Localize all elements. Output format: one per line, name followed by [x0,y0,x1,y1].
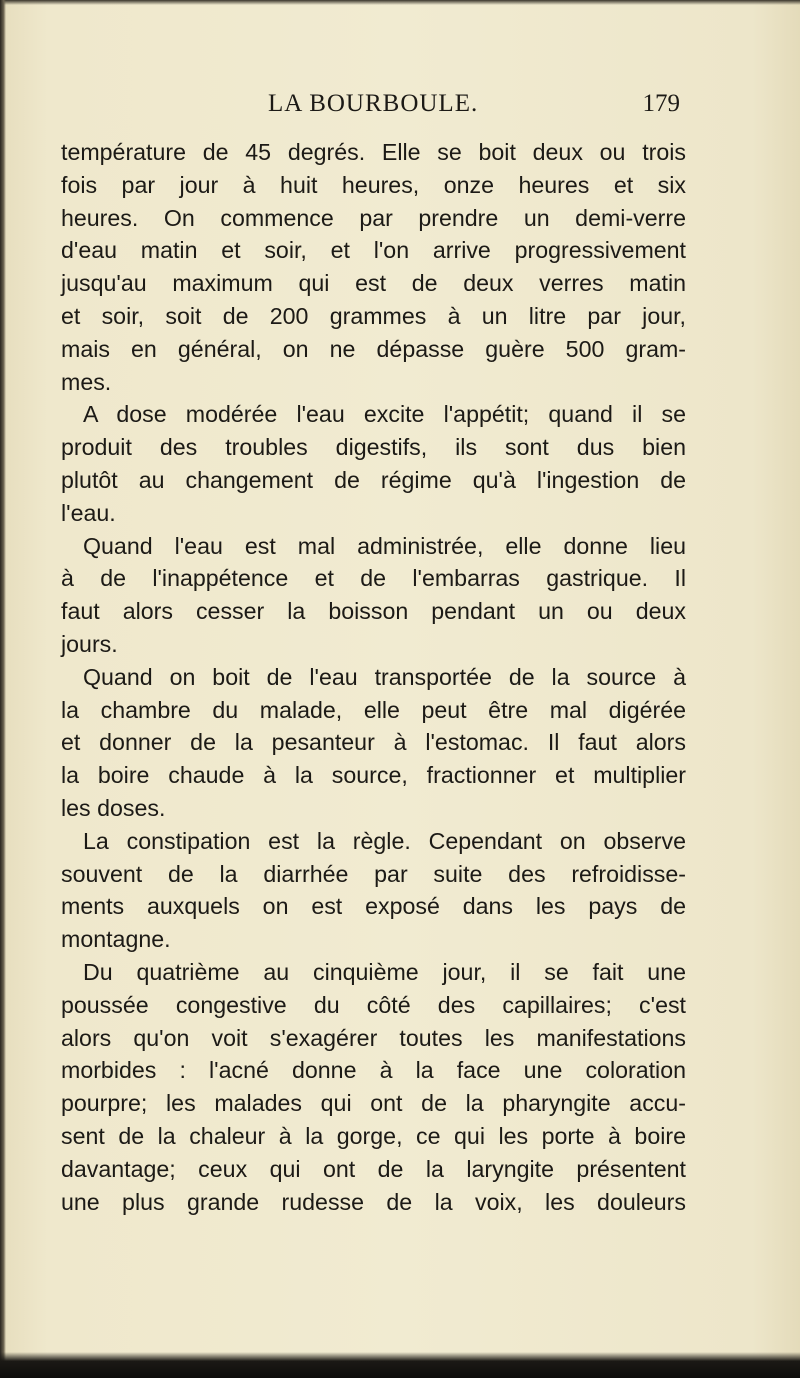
text-line: heures. On commence par prendre un demi-verre [61,204,686,231]
text-line: Quand l'eau est mal administrée, elle donne lieu [83,532,686,559]
text-line: A dose modérée l'eau excite l'appétit; quand il se [83,401,686,428]
text-line: faut alors cesser la boisson pendant un ou deux [61,598,686,625]
text-line: montagne. [61,926,171,953]
text-line: Quand on boit de l'eau transportée de la source à [83,663,686,690]
text-line: poussée congestive du côté des capillaires; c'est [61,991,686,1018]
text-line: jusqu'au maximum qui est de deux verres matin [61,270,686,297]
text-line: produit des troubles digestifs, ils sont dus bien [61,434,686,461]
text-line: davantage; ceux qui ont de la laryngite présentent [61,1155,686,1182]
page-number: 179 [642,90,680,117]
text-line: à de l'inappétence et de l'embarras gastrique. Il [61,565,686,592]
page-top-edge [0,0,800,5]
running-title: LA BOURBOULE. [268,90,479,117]
text-line: mes. [61,368,112,395]
page-left-edge [0,0,6,1378]
text-line: et soir, soit de 200 grammes à un litre par jour, [61,302,686,329]
text-line: Du quatrième au cinquième jour, il se fait une [83,958,686,985]
text-line: la boire chaude à la source, fractionner et multiplier [61,762,686,789]
text-line: sent de la chaleur à la gorge, ce qui les porte à boire [61,1122,686,1149]
text-line: la chambre du malade, elle peut être mal digérée [61,696,686,723]
text-line: température de 45 degrés. Elle se boit deux ou trois [61,139,686,165]
text-line: d'eau matin et soir, et l'on arrive progressivement [61,237,686,264]
text-line: souvent de la diarrhée par suite des refroidisse- [61,860,686,887]
text-line: morbides : l'acné donne à la face une coloration [61,1057,686,1084]
text-line: La constipation est la règle. Cependant on observe [83,827,686,854]
text-line: et donner de la pesanteur à l'estomac. Il faut alors [61,729,686,756]
body-text [61,136,686,1218]
text-line: alors qu'on voit s'exagérer toutes les manifestations [61,1024,686,1051]
text-line: plutôt au changement de régime qu'à l'ingestion de [61,466,686,493]
text-line: jours. [61,630,118,657]
text-line: les doses. [61,794,166,821]
text-line: pourpre; les malades qui ont de la pharyngite accu- [61,1090,686,1117]
text-line: ments auxquels on est exposé dans les pays de [61,893,686,920]
text-line: l'eau. [61,499,116,526]
page-header [90,90,680,122]
text-line: une plus grande rudesse de la voix, les douleurs [61,1188,686,1215]
text-line: mais en général, on ne dépasse guère 500 gram- [61,335,686,362]
text-line: fois par jour à huit heures, onze heures et six [61,171,686,198]
page-bottom-edge [0,1352,800,1378]
